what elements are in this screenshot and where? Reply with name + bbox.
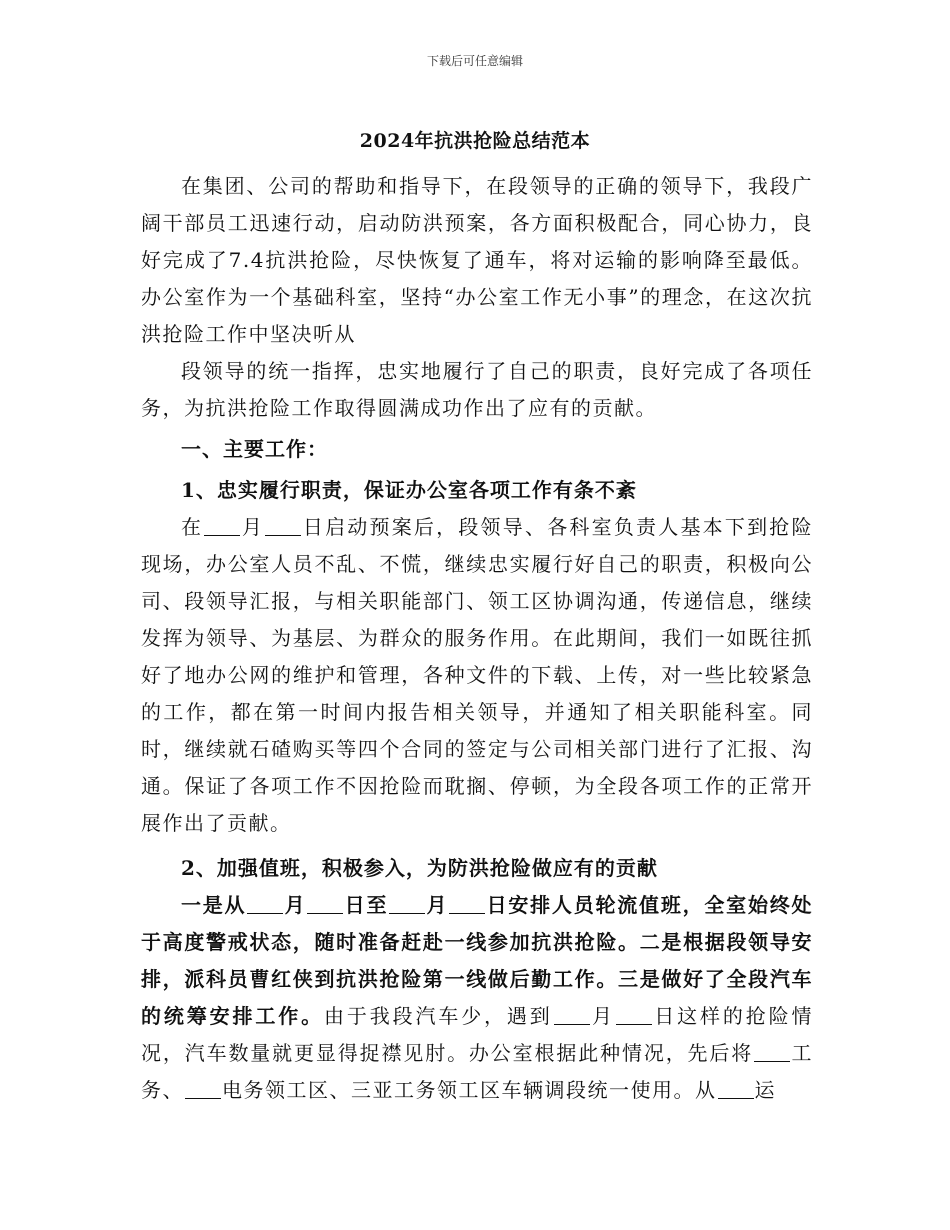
intro-paragraph-2: 段领导的统一指挥，忠实地履行了自己的职责，良好完成了各项任务，为抗洪抢险工作取得圆满成功作出了应有的贡献。 [141,359,813,420]
blank-field [389,895,425,914]
blank-field [185,1080,221,1099]
item-2-heading: 2、加强值班，积极参入，为防洪抢险做应有的贡献 [181,856,658,880]
blank-field [554,1006,590,1025]
blank-field [265,517,301,536]
blank-field [754,1043,790,1062]
item-2-text-d: 工务、 [141,1041,814,1102]
item-2-bold-b: 月 [284,893,307,917]
blank-field [247,895,283,914]
item-2-bold-e: 日安排人员轮流值班，全室始终处于高度警戒状态，随时准备赶赴一线参加抗洪抢险。二是根据段领导安排，派科员曹红侠到抗洪抢险第一线做后勤工作。三是做好了全段汽车的统筹安排工作。 [141,893,814,1028]
item-2-bold-a: 一是从 [181,893,247,917]
item-2-text-b: 月 [590,1004,615,1028]
item-1-text-a: 在 [181,515,204,539]
section-heading-main-work: 一、主要工作： [181,437,328,461]
blank-field [204,517,240,536]
item-2-paragraph [141,887,813,1109]
page-header-note: 下载后可任意编辑 [426,54,523,68]
item-2-bold-c: 日至 [344,893,389,917]
blank-field [307,895,343,914]
item-1-heading: 1、忠实履行职责，保证办公室各项工作有条不紊 [181,478,637,502]
item-2-bold-d: 月 [426,893,449,917]
item-2-text-f: 运 [754,1078,776,1102]
blank-field [718,1080,754,1099]
item-2-text-c: 日这样的抢险情况，汽车数量就更显得捉襟见肘。办公室根据此种情况，先后将 [141,1004,814,1065]
item-1-text-c: 日启动预案后，段领导、各科室负责人基本下到抢险现场，办公室人员不乱、不慌，继续忠实履行好自己的职责，积极向公司、段领导汇报，与相关职能部门、领工区协调沟通，传递信息，继续发挥为领导、为基层、为群众的服务作用。在此期间，我们一如既往抓好了地办公网的维护和管理，各种文件的下载、上传，对一些比较紧急的工作，都在第一时间内报告相关领导，并通知了相关职能科室。同时，继续就石碴购买等四个合同的签定与公司相关部门进行了汇报、沟通。保证了各项工作不因抢险而耽搁、停顿，为全段各项工作的正常开展作出了贡献。 [141,515,814,835]
intro-paragraph-1: 在集团、公司的帮助和指导下，在段领导的正确的领导下，我段广阔干部员工迅速行动，启动防洪预案，各方面积极配合，同心协力，良好完成了7.4抗洪抢险，尽快恢复了通车，将对运输的影响降至最低。办公室作为一个基础科室，坚持“办公室工作无小事”的理念，在这次抗洪抢险工作中坚决听从 [141,174,813,346]
blank-field [449,895,485,914]
blank-field [616,1006,652,1025]
item-1-paragraph [141,509,813,842]
document-body [141,168,813,1109]
item-2-text-e: 电务领工区、三亚工务领工区车辆调段统一使用。从 [222,1078,717,1102]
item-2-text-a: 由于我段汽车少，遇到 [323,1004,553,1028]
document-title: 2024年抗洪抢险总结范本 [359,130,591,152]
item-1-text-b: 月 [241,515,265,539]
